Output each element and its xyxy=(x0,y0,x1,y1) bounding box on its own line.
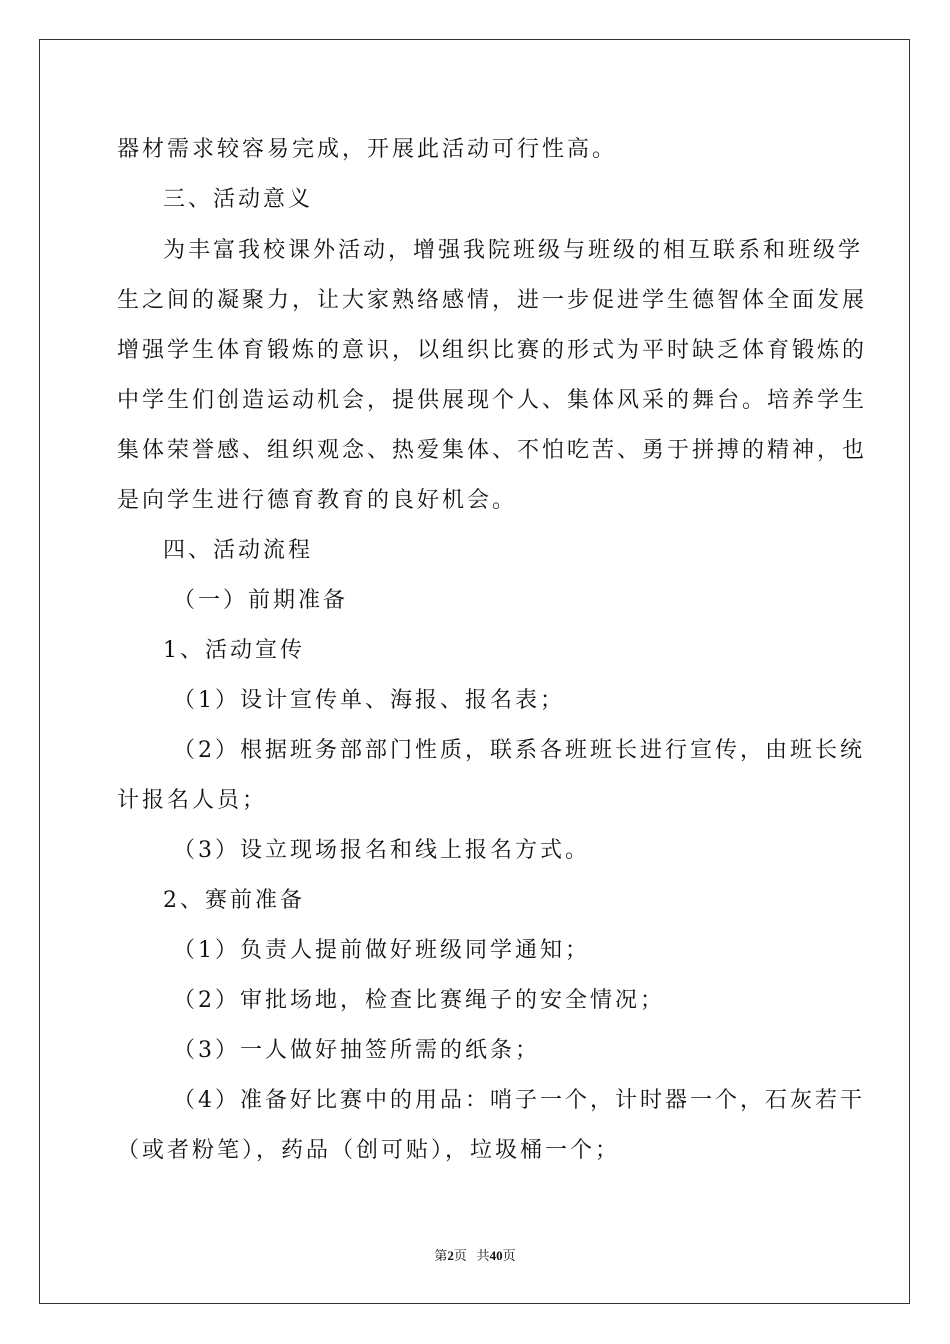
subsection-heading: （一）前期准备 xyxy=(173,588,349,613)
list-item: （3）一人做好抽签所需的纸条； xyxy=(173,1038,540,1063)
paragraph-line: 生之间的凝聚力，让大家熟络感情，进一步促进学生德智体全面发展 xyxy=(117,288,868,313)
list-item-continuation: 计报名人员； xyxy=(117,788,268,813)
list-item: （1）负责人提前做好班级同学通知； xyxy=(173,938,590,963)
footer-total-suffix: 页 xyxy=(502,1248,516,1263)
item-heading: 2、赛前准备 xyxy=(163,888,305,913)
paragraph-line: 是向学生进行德育教育的良好机会。 xyxy=(117,488,518,513)
footer-total-prefix: 共 xyxy=(476,1248,490,1263)
footer-total-pages: 40 xyxy=(489,1248,503,1263)
paragraph-line: 中学生们创造运动机会，提供展现个人、集体风采的舞台。培养学生 xyxy=(117,388,868,413)
section-heading: 四、活动流程 xyxy=(163,538,314,563)
paragraph-line: 为丰富我校课外活动，增强我院班级与班级的相互联系和班级学 xyxy=(163,238,864,263)
list-item: （2）根据班务部部门性质，联系各班班长进行宣传，由班长统 xyxy=(173,738,865,763)
paragraph-line: 集体荣誉感、组织观念、热爱集体、不怕吃苦、勇于拼搏的精神，也 xyxy=(117,438,868,463)
page-footer xyxy=(0,1248,950,1264)
list-item: （4）准备好比赛中的用品：哨子一个，计时器一个，石灰若干 xyxy=(173,1088,865,1113)
section-heading: 三、活动意义 xyxy=(163,187,314,212)
list-item: （3）设立现场报名和线上报名方式。 xyxy=(173,838,590,863)
list-item: （1）设计宣传单、海报、报名表； xyxy=(173,688,565,713)
footer-page-number: 2 xyxy=(447,1248,454,1263)
footer-page-suffix: 页 xyxy=(453,1248,467,1263)
item-heading: 1、活动宣传 xyxy=(163,638,305,663)
paragraph-line: 增强学生体育锻炼的意识，以组织比赛的形式为平时缺乏体育锻炼的 xyxy=(117,338,868,363)
list-item-continuation: （或者粉笔），药品（创可贴），垃圾桶一个； xyxy=(117,1138,621,1163)
list-item: （2）审批场地，检查比赛绳子的安全情况； xyxy=(173,988,665,1013)
paragraph-line: 器材需求较容易完成，开展此活动可行性高。 xyxy=(117,137,618,162)
footer-prefix: 第 xyxy=(434,1248,448,1263)
